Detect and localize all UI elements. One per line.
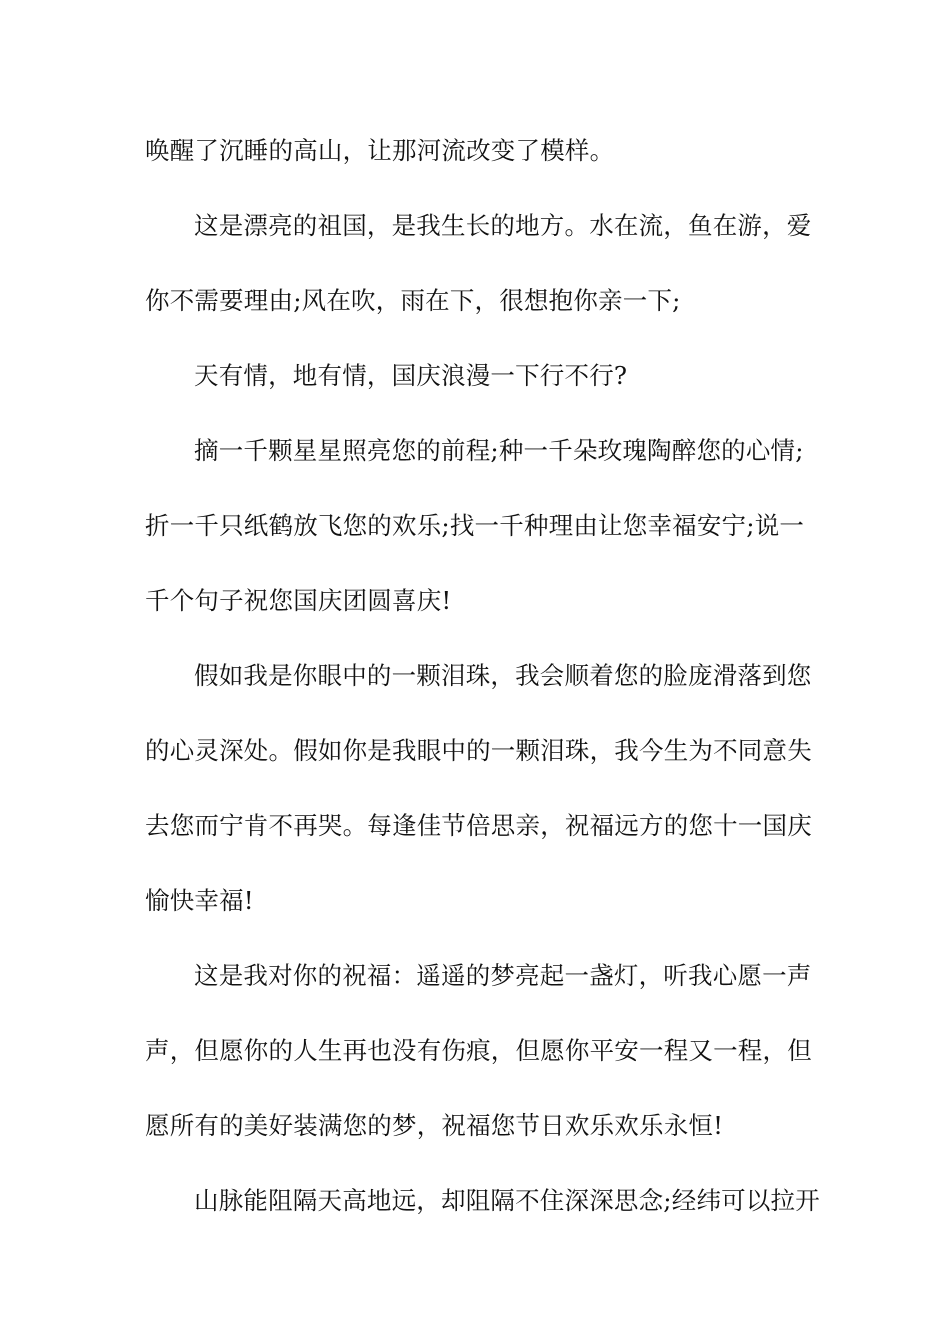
text-line: 折一千只纸鹤放飞您的欢乐;找一千种理由让您幸福安宁;说一 bbox=[145, 511, 805, 540]
text-line: 千个句子祝您国庆团圆喜庆! bbox=[145, 586, 452, 615]
text-line: 你不需要理由;风在吹，雨在下，很想抱你亲一下; bbox=[145, 286, 681, 315]
text-line: 声，但愿你的人生再也没有伤痕，但愿你平安一程又一程，但 bbox=[145, 1036, 812, 1065]
paragraph-start-line: 摘一千颗星星照亮您的前程;种一千朵玫瑰陶醉您的心情; bbox=[194, 436, 804, 465]
paragraph-start-line: 天有情，地有情，国庆浪漫一下行不行? bbox=[194, 361, 628, 390]
text-line: 愉快幸福! bbox=[145, 886, 254, 915]
paragraph-start-line: 山脉能阻隔天高地远，却阻隔不住深深思念;经纬可以拉开 bbox=[194, 1186, 820, 1215]
text-line: 的心灵深处。假如你是我眼中的一颗泪珠，我今生为不同意失 bbox=[145, 736, 812, 765]
text-line: 愿所有的美好装满您的梦，祝福您节日欢乐欢乐永恒! bbox=[145, 1111, 724, 1140]
text-line: 唤醒了沉睡的高山，让那河流改变了模样。 bbox=[145, 136, 615, 165]
paragraph-start-line: 这是漂亮的祖国，是我生长的地方。水在流，鱼在游，爱 bbox=[194, 211, 812, 240]
text-line: 去您而宁肯不再哭。每逢佳节倍思亲，祝福远方的您十一国庆 bbox=[145, 811, 812, 840]
paragraph-start-line: 这是我对你的祝福：遥遥的梦亮起一盏灯，听我心愿一声 bbox=[194, 961, 812, 990]
paragraph-start-line: 假如我是你眼中的一颗泪珠，我会顺着您的脸庞滑落到您 bbox=[194, 661, 812, 690]
